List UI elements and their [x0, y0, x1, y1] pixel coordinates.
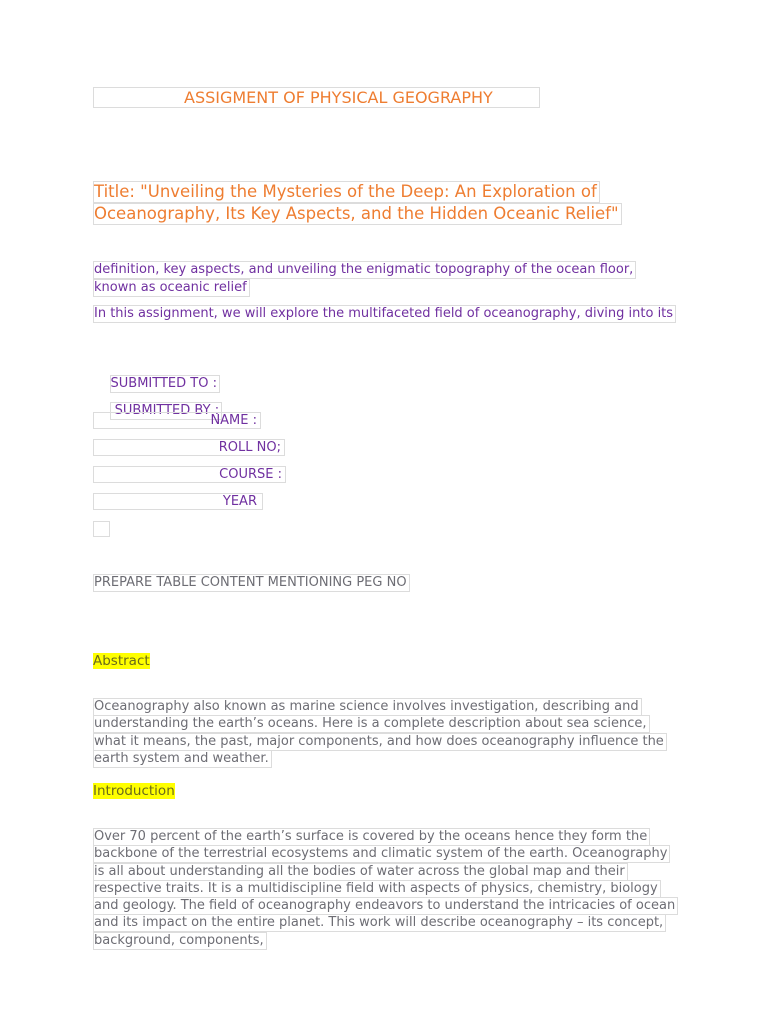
introduction-body: Over 70 percent of the earth’s surface is covered by the oceans hence they form the backbone of the terrestrial ecosystems and climatic system of the earth. Oceanography is all about understanding all the bodies of water across the global map and their respective traits. It is a multidiscipline field with aspects of physics, chemistry, biology and geology. The field of oceanography endeavors to understand the intricacies of ocean and its impact on the entire planet. This work will describe oceanography – its concept, background, components,: [93, 828, 678, 950]
submitted-by-label: SUBMITTED BY :: [110, 402, 223, 420]
abstract-heading-block: [93, 653, 150, 670]
roll-no-field-box: [93, 439, 285, 456]
document-title-block: [93, 181, 673, 225]
toc-note-block: [93, 574, 410, 591]
toc-note: PREPARE TABLE CONTENT MENTIONING PEG NO: [93, 574, 410, 592]
intro-definition-text: definition, key aspects, and unveiling the enigmatic topography of the ocean floor, known as oceanic relief: [93, 261, 636, 297]
document-title: Title: "Unveiling the Mysteries of the Deep: An Exploration of Oceanography, Its Key Aspects, and the Hidden Oceanic Relief": [93, 181, 622, 225]
roll-no-label: ROLL NO;: [218, 440, 281, 455]
course-label: COURSE :: [219, 467, 282, 482]
introduction-body-block: [93, 828, 677, 949]
submitted-to-label: SUBMITTED TO :: [110, 375, 220, 393]
course-field-box: [93, 466, 286, 483]
introduction-heading: Introduction: [93, 783, 175, 799]
name-label: NAME :: [210, 413, 257, 428]
abstract-heading: Abstract: [93, 653, 150, 669]
year-label: YEAR: [222, 494, 257, 509]
abstract-body: Oceanography also known as marine science involves investigation, describing and understanding the earth’s oceans. Here is a complete description about sea science, what it means, the past, major components, and how does oceanography influence the earth system and weather.: [93, 698, 667, 768]
year-field-box: [93, 493, 263, 510]
empty-field-box: [93, 521, 110, 537]
intro-explore-text: In this assignment, we will explore the multifaceted field of oceanography, diving into its: [93, 305, 676, 323]
name-field-box: [93, 412, 261, 429]
assignment-title: ASSIGMENT OF PHYSICAL GEOGRAPHY: [184, 88, 493, 107]
intro-definition-block: [93, 261, 675, 296]
assignment-title-box: [93, 87, 540, 108]
abstract-body-block: [93, 698, 675, 768]
introduction-heading-block: [93, 783, 175, 800]
intro-explore-block: [93, 305, 693, 323]
